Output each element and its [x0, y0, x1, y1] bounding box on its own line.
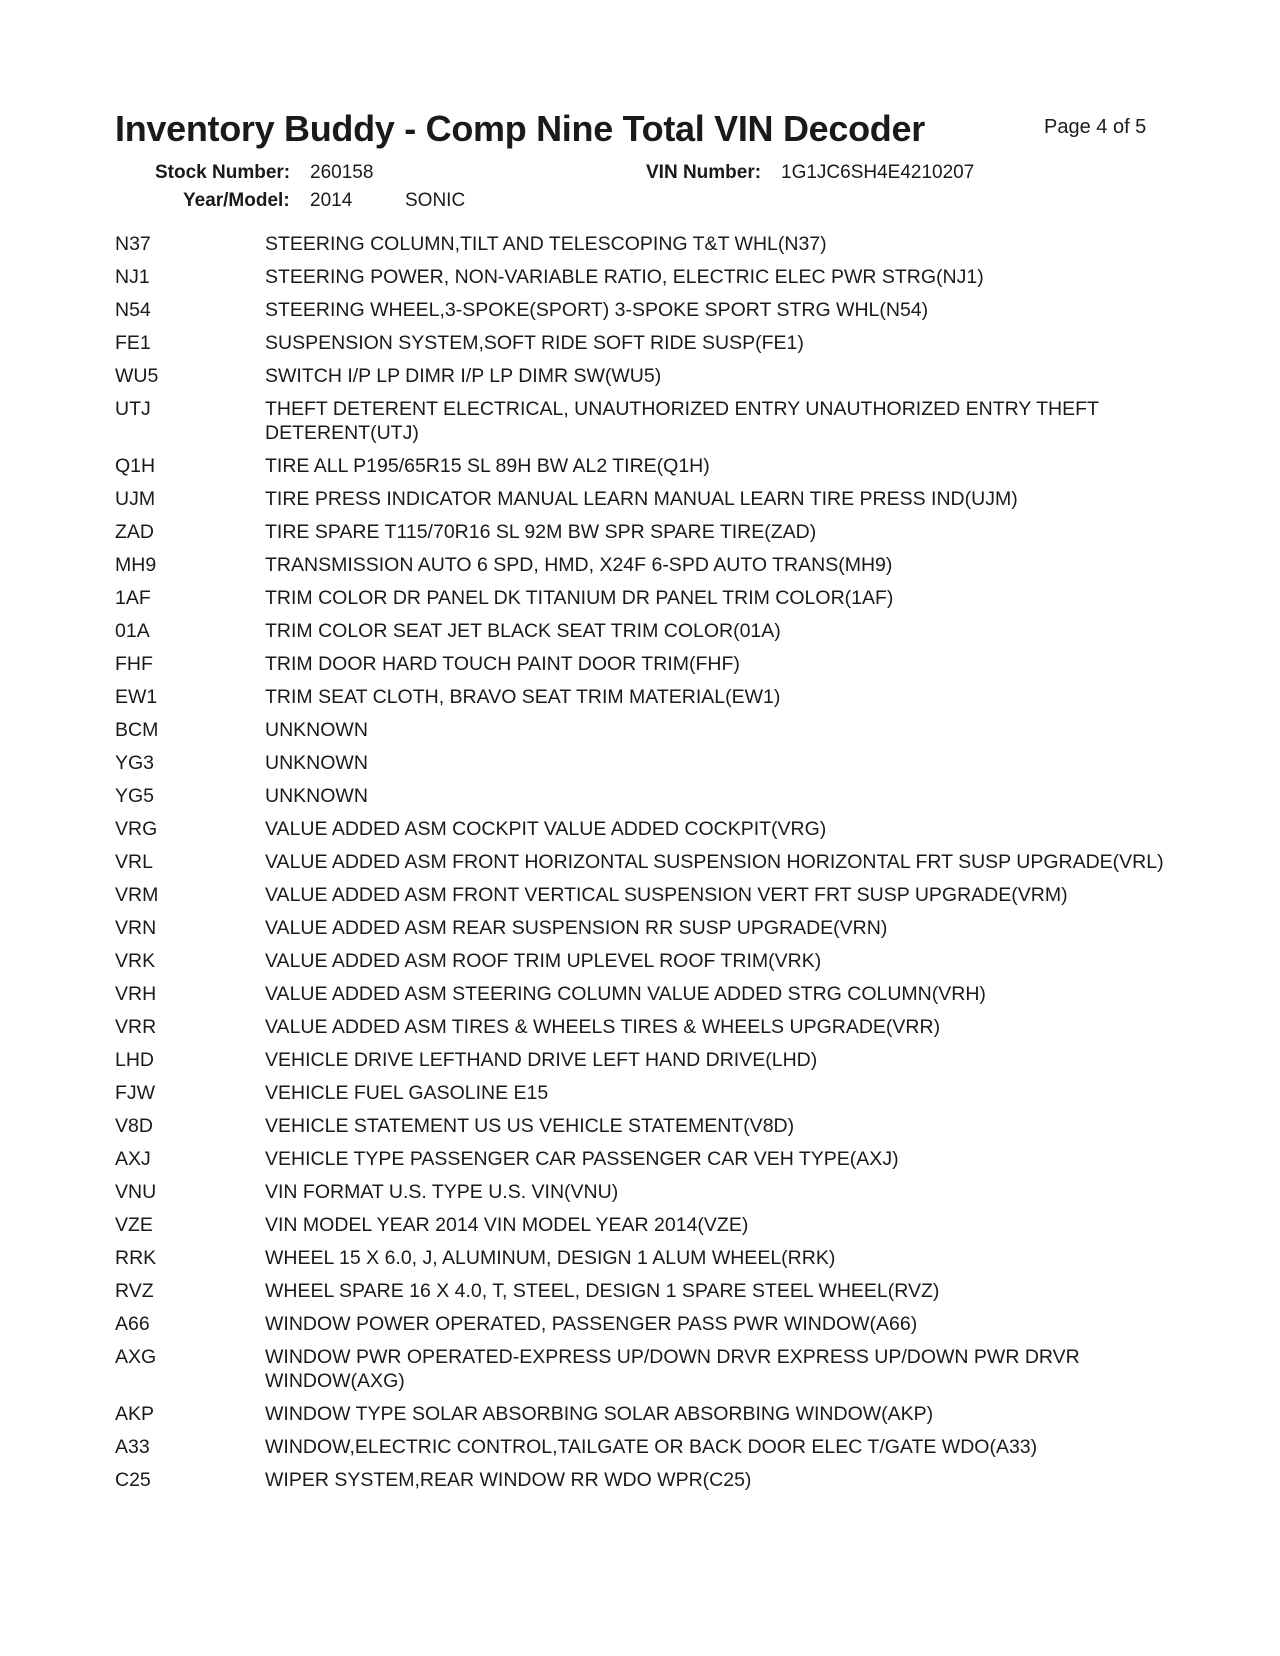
option-row [115, 850, 1175, 874]
option-code: FHF [115, 653, 153, 675]
option-code: A33 [115, 1436, 150, 1458]
option-row [115, 1213, 1175, 1237]
option-code: VRH [115, 983, 157, 1005]
option-row [115, 916, 1175, 940]
stock-number-value: 260158 [310, 162, 374, 183]
option-code: C25 [115, 1469, 151, 1491]
option-description: VEHICLE STATEMENT US US VEHICLE STATEMENT(V8D) [265, 1115, 795, 1137]
option-code: FE1 [115, 332, 151, 354]
option-row [115, 487, 1175, 511]
option-description: VALUE ADDED ASM FRONT HORIZONTAL SUSPENSION HORIZONTAL FRT SUSP UPGRADE(VRL) [265, 851, 1164, 873]
option-description: VALUE ADDED ASM FRONT VERTICAL SUSPENSION VERT FRT SUSP UPGRADE(VRM) [265, 884, 1068, 906]
option-code: VZE [115, 1214, 153, 1236]
option-description: TRIM SEAT CLOTH, BRAVO SEAT TRIM MATERIAL(EW1) [265, 686, 781, 708]
option-row [115, 784, 1175, 808]
option-description: WINDOW POWER OPERATED, PASSENGER PASS PWR WINDOW(A66) [265, 1313, 918, 1335]
option-description: VIN MODEL YEAR 2014 VIN MODEL YEAR 2014(VZE) [265, 1214, 749, 1236]
option-row [115, 1435, 1175, 1459]
option-description: VALUE ADDED ASM STEERING COLUMN VALUE ADDED STRG COLUMN(VRH) [265, 983, 986, 1005]
option-code: VRR [115, 1016, 157, 1038]
option-row [115, 232, 1175, 256]
option-code: RVZ [115, 1280, 154, 1302]
option-row [115, 1246, 1175, 1270]
option-code: AXG [115, 1346, 157, 1368]
option-description: TRANSMISSION AUTO 6 SPD, HMD, X24F 6-SPD AUTO TRANS(MH9) [265, 554, 893, 576]
option-description: UNKNOWN [265, 752, 368, 774]
option-description: THEFT DETERENT ELECTRICAL, UNAUTHORIZED ENTRY UNAUTHORIZED ENTRY THEFT DETERENT(UTJ) [265, 398, 1099, 444]
option-row [115, 520, 1175, 544]
option-code: UTJ [115, 398, 151, 420]
year-label: Year/Model: [183, 190, 290, 211]
model-value: SONIC [405, 190, 466, 211]
option-code: NJ1 [115, 266, 150, 288]
option-description: VEHICLE FUEL GASOLINE E15 [265, 1082, 549, 1104]
option-code: VRM [115, 884, 159, 906]
option-description: WIPER SYSTEM,REAR WINDOW RR WDO WPR(C25) [265, 1469, 752, 1491]
option-description: UNKNOWN [265, 719, 368, 741]
option-description: WINDOW,ELECTRIC CONTROL,TAILGATE OR BACK DOOR ELEC T/GATE WDO(A33) [265, 1436, 1038, 1458]
option-description: TRIM COLOR DR PANEL DK TITANIUM DR PANEL TRIM COLOR(1AF) [265, 587, 894, 609]
option-row [115, 949, 1175, 973]
option-code: A66 [115, 1313, 150, 1335]
option-code: BCM [115, 719, 159, 741]
option-code: VNU [115, 1181, 157, 1203]
option-row [115, 718, 1175, 742]
option-code-list [115, 232, 1175, 1501]
option-description: STEERING WHEEL,3-SPOKE(SPORT) 3-SPOKE SPORT STRG WHL(N54) [265, 299, 929, 321]
option-row [115, 619, 1175, 643]
option-description: WINDOW PWR OPERATED-EXPRESS UP/DOWN DRVR EXPRESS UP/DOWN PWR DRVR WINDOW(AXG) [265, 1346, 1080, 1392]
option-description: WHEEL 15 X 6.0, J, ALUMINUM, DESIGN 1 ALUM WHEEL(RRK) [265, 1247, 836, 1269]
option-code: VRL [115, 851, 153, 873]
option-row [115, 1114, 1175, 1138]
option-code: YG3 [115, 752, 155, 774]
option-row [115, 1081, 1175, 1105]
option-code: Q1H [115, 455, 156, 477]
option-description: TIRE ALL P195/65R15 SL 89H BW AL2 TIRE(Q1H) [265, 455, 710, 477]
option-code: YG5 [115, 785, 155, 807]
option-code: AXJ [115, 1148, 151, 1170]
option-row [115, 1048, 1175, 1072]
option-row [115, 817, 1175, 841]
option-description: VALUE ADDED ASM TIRES & WHEELS TIRES & WHEELS UPGRADE(VRR) [265, 1016, 941, 1038]
option-row [115, 1147, 1175, 1171]
option-code: VRN [115, 917, 157, 939]
option-row [115, 1015, 1175, 1039]
option-code: VRG [115, 818, 158, 840]
option-code: 01A [115, 620, 150, 642]
document-title: Inventory Buddy - Comp Nine Total VIN Decoder [115, 108, 925, 149]
stock-label: Stock Number: [155, 162, 291, 183]
option-row [115, 553, 1175, 577]
option-code: RRK [115, 1247, 157, 1269]
option-row [115, 454, 1175, 478]
option-row [115, 1180, 1175, 1204]
option-description: TRIM COLOR SEAT JET BLACK SEAT TRIM COLOR(01A) [265, 620, 781, 642]
option-row [115, 298, 1175, 322]
option-description: VALUE ADDED ASM REAR SUSPENSION RR SUSP UPGRADE(VRN) [265, 917, 888, 939]
option-row [115, 265, 1175, 289]
option-code: EW1 [115, 686, 158, 708]
option-row [115, 1312, 1175, 1336]
option-row [115, 1468, 1175, 1492]
option-description: VIN FORMAT U.S. TYPE U.S. VIN(VNU) [265, 1181, 619, 1203]
stock-number-label [155, 162, 290, 184]
option-description: SWITCH I/P LP DIMR I/P LP DIMR SW(WU5) [265, 365, 662, 387]
option-code: WU5 [115, 365, 159, 387]
option-code: AKP [115, 1403, 155, 1425]
option-row [115, 751, 1175, 775]
option-description: STEERING COLUMN,TILT AND TELESCOPING T&T WHL(N37) [265, 233, 827, 255]
option-code: 1AF [115, 587, 151, 609]
option-row [115, 652, 1175, 676]
option-row [115, 364, 1175, 388]
option-description: SUSPENSION SYSTEM,SOFT RIDE SOFT RIDE SUSP(FE1) [265, 332, 804, 354]
year-model-label [183, 190, 290, 212]
option-row [115, 1402, 1175, 1426]
option-code: LHD [115, 1049, 155, 1071]
option-description: VALUE ADDED ASM ROOF TRIM UPLEVEL ROOF TRIM(VRK) [265, 950, 822, 972]
option-code: V8D [115, 1115, 153, 1137]
option-description: VEHICLE DRIVE LEFTHAND DRIVE LEFT HAND DRIVE(LHD) [265, 1049, 818, 1071]
option-description: TIRE PRESS INDICATOR MANUAL LEARN MANUAL LEARN TIRE PRESS IND(UJM) [265, 488, 1018, 510]
option-row [115, 331, 1175, 355]
option-row [115, 883, 1175, 907]
option-description: TRIM DOOR HARD TOUCH PAINT DOOR TRIM(FHF) [265, 653, 740, 675]
option-code: VRK [115, 950, 156, 972]
vin-number-label [646, 162, 761, 184]
option-code: UJM [115, 488, 156, 510]
option-code: N54 [115, 299, 151, 321]
option-description: WHEEL SPARE 16 X 4.0, T, STEEL, DESIGN 1 SPARE STEEL WHEEL(RVZ) [265, 1280, 940, 1302]
option-description: WINDOW TYPE SOLAR ABSORBING SOLAR ABSORBING WINDOW(AKP) [265, 1403, 934, 1425]
option-description: VEHICLE TYPE PASSENGER CAR PASSENGER CAR VEH TYPE(AXJ) [265, 1148, 899, 1170]
option-code: MH9 [115, 554, 157, 576]
option-row [115, 1279, 1175, 1303]
option-description: UNKNOWN [265, 785, 368, 807]
option-code: ZAD [115, 521, 154, 543]
option-row [115, 1345, 1175, 1393]
option-row [115, 397, 1175, 445]
vin-number-value: 1G1JC6SH4E4210207 [781, 162, 975, 183]
option-description: STEERING POWER, NON-VARIABLE RATIO, ELECTRIC ELEC PWR STRG(NJ1) [265, 266, 984, 288]
year-value: 2014 [310, 190, 353, 211]
option-description: TIRE SPARE T115/70R16 SL 92M BW SPR SPARE TIRE(ZAD) [265, 521, 817, 543]
option-code: FJW [115, 1082, 156, 1104]
option-code: N37 [115, 233, 151, 255]
option-row [115, 586, 1175, 610]
option-row [115, 685, 1175, 709]
page-number: Page 4 of 5 [1044, 116, 1147, 138]
vin-label: VIN Number: [646, 162, 762, 183]
option-row [115, 982, 1175, 1006]
option-description: VALUE ADDED ASM COCKPIT VALUE ADDED COCKPIT(VRG) [265, 818, 827, 840]
